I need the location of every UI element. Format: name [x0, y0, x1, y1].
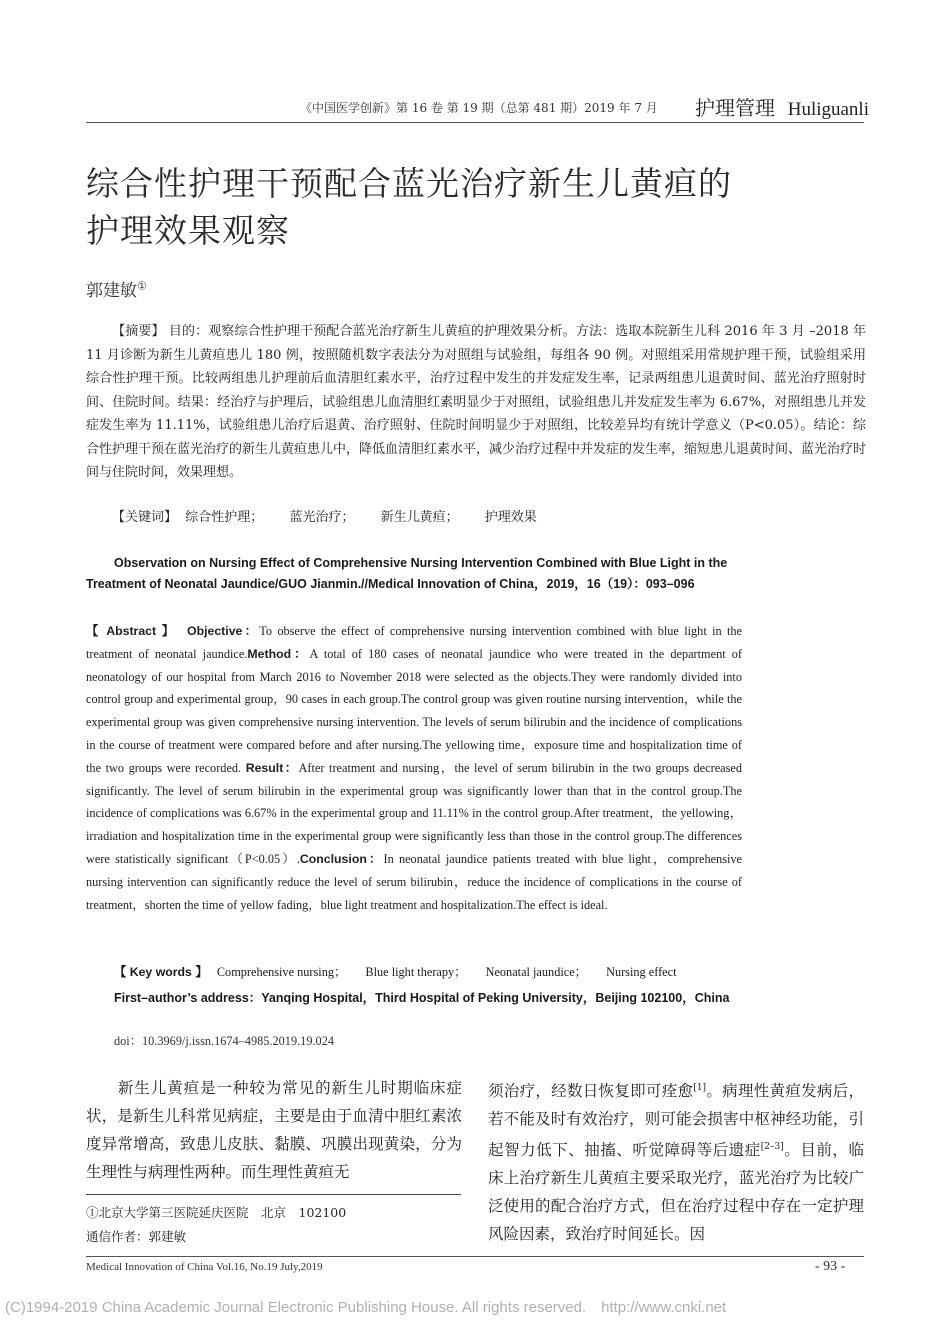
conclusion-label: Conclusion：: [299, 851, 384, 866]
english-keyword: Comprehensive nursing；: [216, 965, 347, 979]
first-author-address-text: First–author’s address：Yanqing Hospital，Third Hospital of Peking University，Beijing 102100，China: [114, 991, 730, 1005]
footnote-affiliation: ①北京大学第三医院延庆医院 北京 102100: [86, 1205, 347, 1220]
author: [86, 276, 147, 301]
chinese-keyword: 蓝光治疗；: [289, 510, 355, 525]
conclusion-text: In neonatal jaundice patients treated with blue light，comprehensive nursing intervention can significantly reduce the level of serum bilirubin，reduce the incidence of complications in the course of treatment，shorten the time of yellow fading，blue light treatment and hospitalization.The effect is ideal.: [86, 851, 743, 912]
chinese-keywords: [86, 506, 866, 525]
footnote-corresponding-author: 通信作者：郭建敏: [86, 1229, 187, 1244]
english-keywords: [114, 962, 693, 980]
english-keyword: Nursing effect: [606, 965, 677, 979]
body-left-text: 新生儿黄疸是一种较为常见的新生儿时期临床症状，是新生儿科常见病症，主要是由于血清中胆红素浓度异常增高，致患儿皮肤、黏膜、巩膜出现黄染，分为生理性与病理性两种。而生理性黄疸无: [86, 1079, 462, 1181]
page-number: - 93 -: [815, 1259, 846, 1274]
method-text: A total of 180 cases of neonatal jaundice who were treated in the department of neonatology of our hospital from March 2016 to November 2018 were selected as the objects.They were randomly divided into control group and experimental group，90 cases in each group.The control group was given routine nursing intervention，while the experimental group was given comprehensive nursing intervention. The levels of serum bilirubin and the incidence of complications in the course of treatment were compared before and after nursing.The yellowing time，exposure time and hospitalization time of the two groups were recorded.: [86, 646, 742, 775]
result-text: After treatment and nursing，the level of serum bilirubin in the two groups decreased significantly. The level of serum bilirubin in the experimental group was significantly lower than that in the control group.The incidence of complications was 6.67% in the experimental group and 11.11% in the control group.After treatment，the yellowing，irradiation and hospitalization time in the experimental group were significantly less than those in the control group.The differences were statistically significant（P<0.05）.: [86, 760, 742, 866]
english-title: [86, 553, 746, 595]
journal-citation-header: 《中国医学创新》第 16 卷 第 19 期（总第 481 期）2019 年 7 月: [300, 101, 658, 115]
citation-ref: [2–3]: [760, 1142, 784, 1153]
first-author-address: [86, 987, 746, 1009]
english-abstract: [86, 620, 742, 916]
chinese-abstract: [86, 320, 866, 485]
abstract-label: 【 Abstract 】: [86, 624, 177, 638]
article-title-line-2: 护理效果观察: [86, 211, 290, 250]
chinese-abstract-text: 【摘要】 目的：观察综合性护理干预配合蓝光治疗新生儿黄疸的护理效果分析。方法：选取本院新生儿科 2016 年 3 月 –2018 年 11 月诊断为新生儿黄疸患儿 180 例，按照随机数字表法分为对照组与试验组，每组各 90 例。对照组采用常规护理干预，试验组采用综合性护理干预。比较两组患儿护理前后血清胆红素水平，治疗过程中发生的并发症发生率，记录两组患儿退黄时间、蓝光治疗照射时间、住院时间。结果：经治疗与护理后，试验组患儿血清胆红素明显少于对照组，试验组患儿并发症发生率为 6.67%，对照组患儿并发症发生率为 11.11%，试验组患儿治疗后退黄、治疗照射、住院时间明显少于对照组，比较差异均有统计学意义（P<0.05）。结论：综合性护理干预在蓝光治疗的新生儿黄疸患儿中，降低血清胆红素水平，减少治疗过程中并发症的发生率，缩短患儿退黄时间、蓝光治疗时间与住院时间，效果理想。: [86, 324, 867, 480]
objective-text: To observe the effect of comprehensive nursing intervention combined with blue light in the treatment of neonatal jaundice.: [86, 624, 742, 661]
article-title-line-1: 综合性护理干预配合蓝光治疗新生儿黄疸的: [86, 164, 732, 203]
citation-ref: [1]: [693, 1083, 707, 1093]
english-title-text: Observation on Nursing Effect of Comprehensive Nursing Intervention Combined with Blue Light in the Treatment of Neonatal Jaundice/GUO Jianmin.//Medical Innovation of China，2019，16（19）：093–096: [86, 556, 728, 591]
english-keywords-label: 【 Key words 】: [114, 965, 208, 979]
chinese-keyword: 护理效果: [484, 510, 537, 525]
body-right-text-3: 。目前，临床上治疗新生儿黄疸主要采取光疗，蓝光治疗为比较广泛使用的配合治疗方式，但在治疗过程中存在一定护理风险因素，致治疗时间延长。因: [488, 1141, 864, 1244]
chinese-keywords-label: 【关键词】: [112, 510, 178, 525]
article-title: [86, 160, 876, 254]
body-right-text-2: 。病理性黄疸发病后，若不能及时有效治疗，则可能会损害中枢神经功能，引起智力低下、抽搐、听觉障碍等后遗症: [488, 1082, 864, 1160]
footer-journal: Medical Innovation of China Vol.16, No.19 July,2019: [86, 1261, 323, 1273]
author-name: 郭建敏: [86, 281, 137, 301]
result-label: Result：: [245, 760, 299, 775]
footnote-divider: [86, 1194, 461, 1195]
body-right-text-1: 须治疗，经数日恢复即可痊愈: [488, 1082, 694, 1101]
chinese-keyword: 综合性护理；: [185, 510, 264, 525]
section-title-cn: 护理管理: [695, 96, 775, 120]
objective-label: Objective：: [187, 624, 260, 638]
section-header: [695, 92, 869, 121]
doi: doi：10.3969/j.issn.1674–4985.2019.19.024: [114, 1034, 334, 1048]
section-title-en: Huliguanli: [787, 99, 869, 120]
body-column-right: [488, 1074, 864, 1248]
body-column-left: [86, 1074, 462, 1186]
footer-divider: [86, 1256, 864, 1257]
method-label: Method：: [247, 646, 310, 661]
copyright-watermark: (C)1994-2019 China Academic Journal Electronic Publishing House. All rights reserved. http://www.cnki.net: [5, 1299, 727, 1316]
english-keyword: Neonatal jaundice；: [485, 965, 587, 979]
header-divider: [86, 122, 864, 123]
english-keyword: Blue light therapy；: [365, 965, 467, 979]
author-mark: ①: [137, 279, 147, 293]
chinese-keyword: 新生儿黄疸；: [380, 510, 459, 525]
